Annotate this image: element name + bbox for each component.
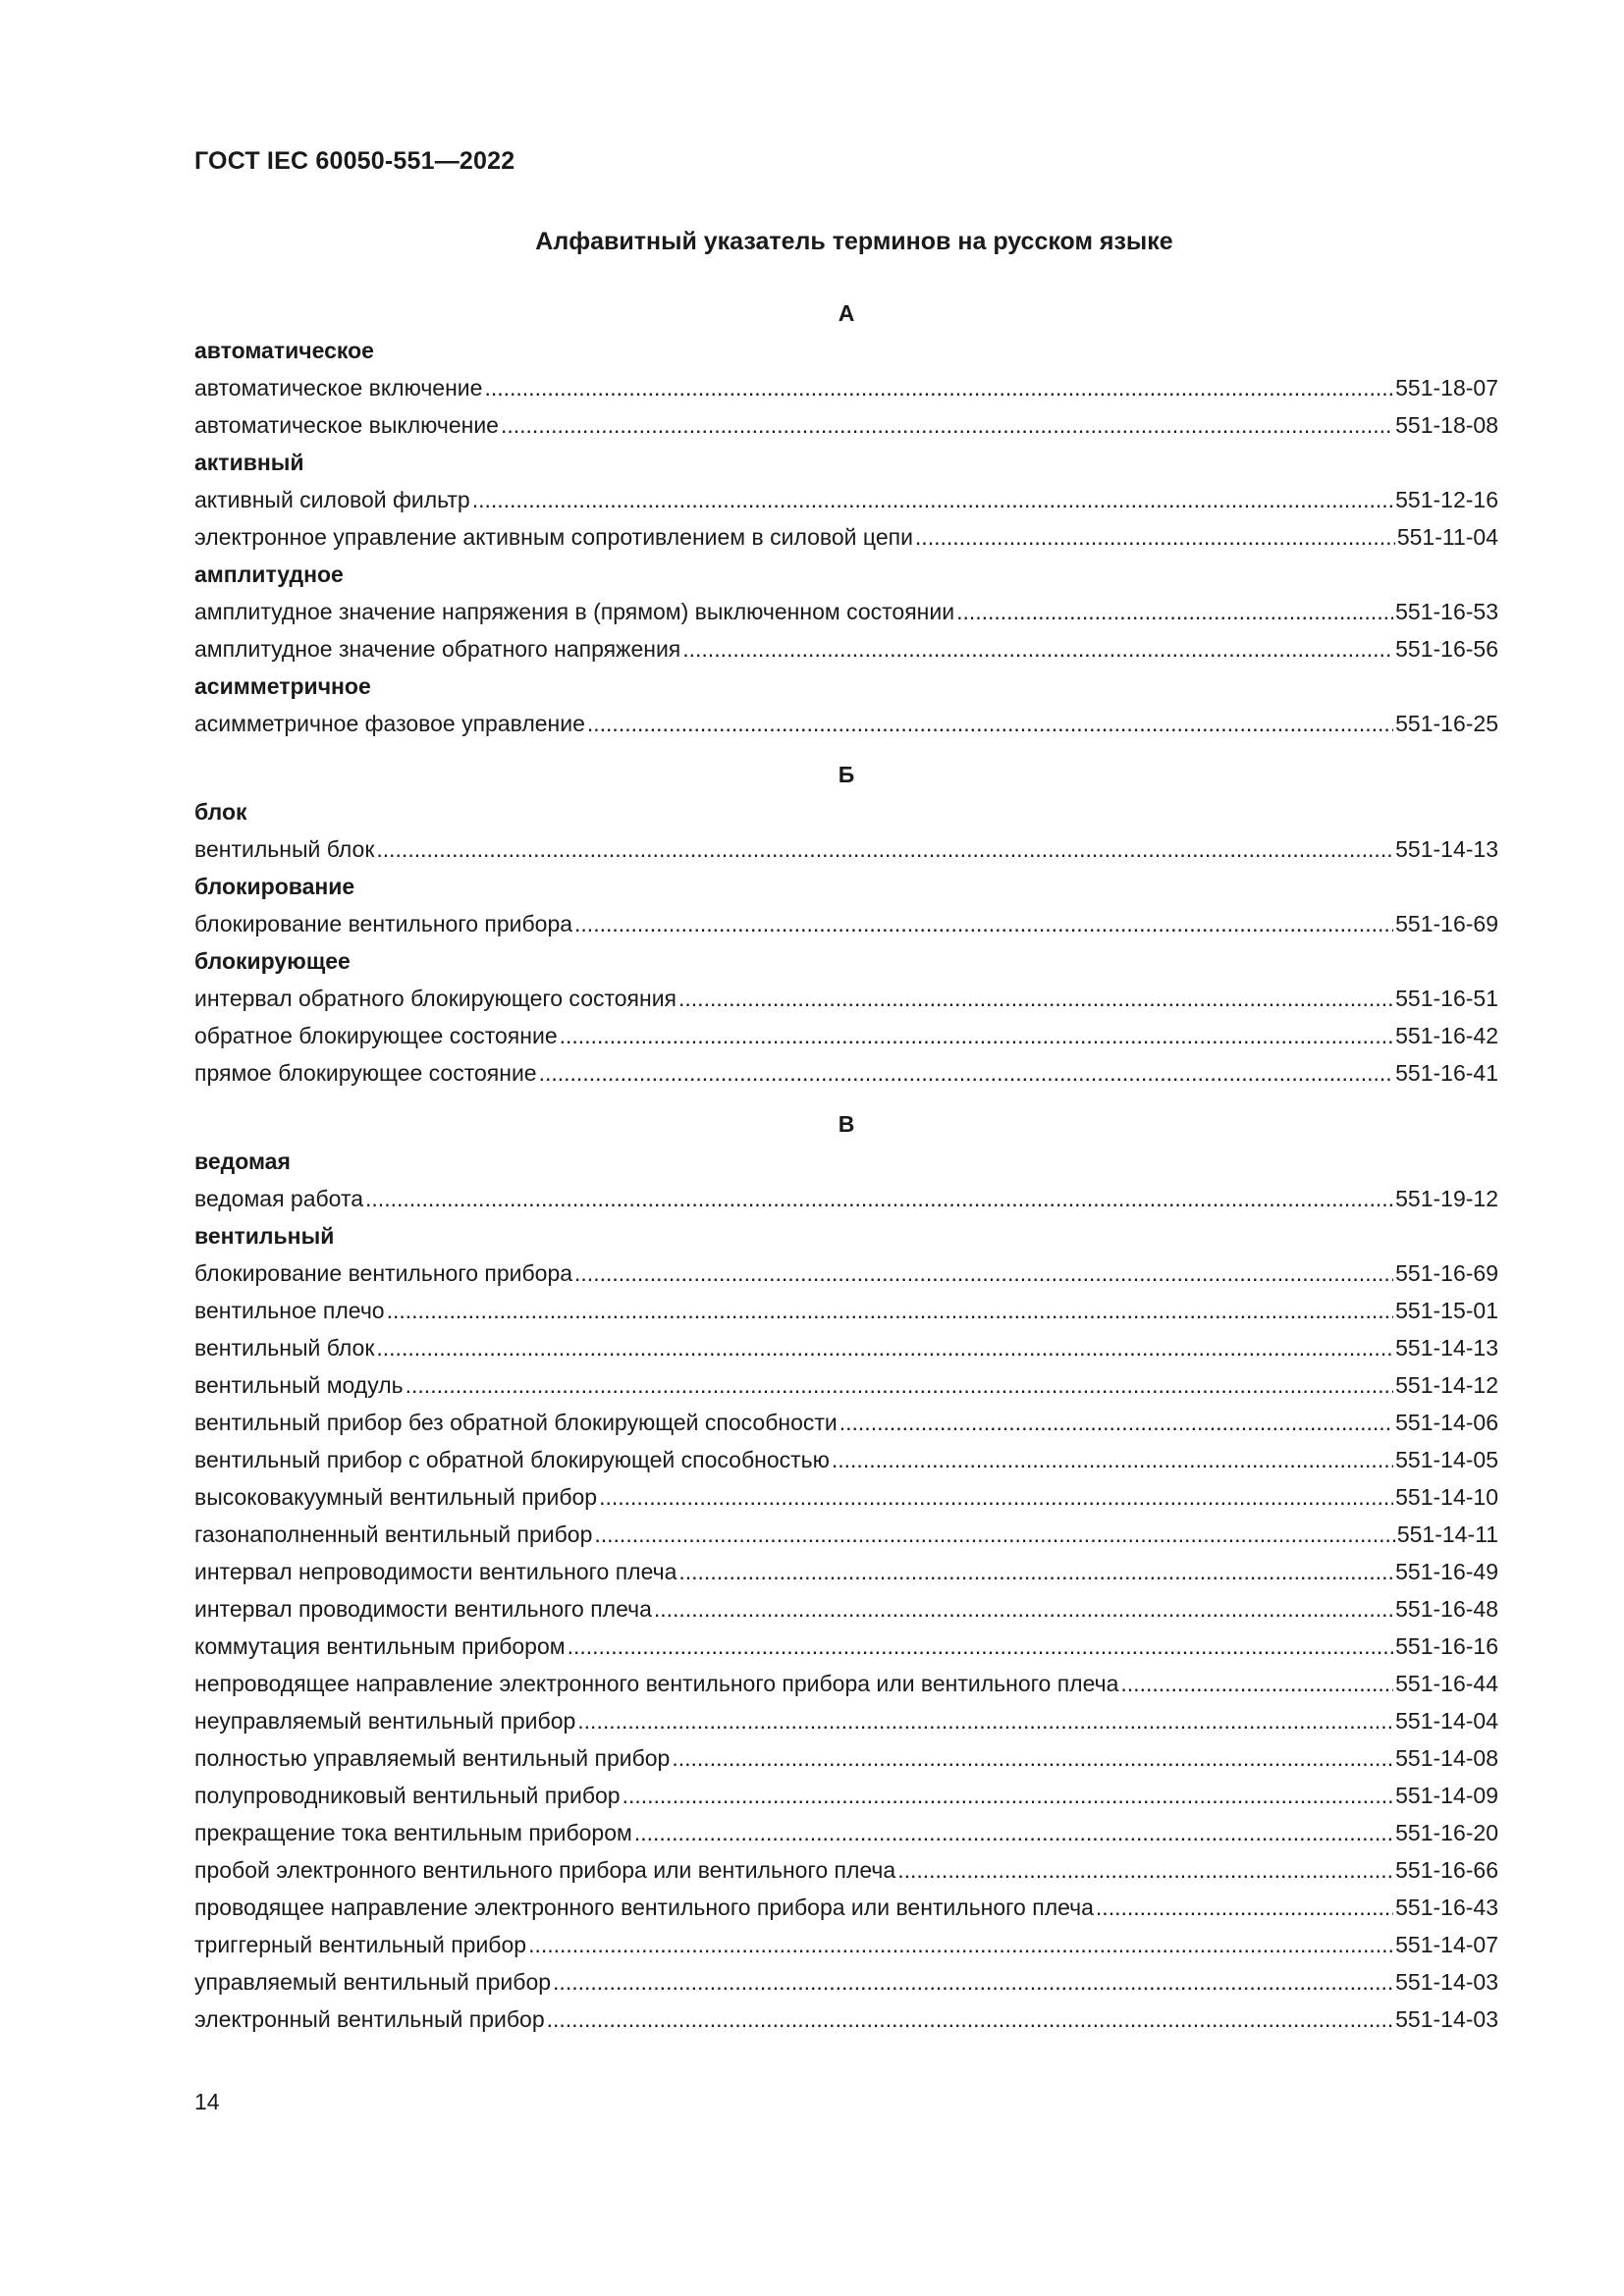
entry-term: прямое блокирующее состояние bbox=[194, 1060, 537, 1086]
index-entry bbox=[194, 905, 1498, 942]
entry-reference: 551-18-08 bbox=[1395, 412, 1498, 438]
entry-reference: 551-14-09 bbox=[1395, 1783, 1498, 1808]
entry-reference: 551-19-12 bbox=[1395, 1186, 1498, 1211]
dot-leader bbox=[832, 1441, 1393, 1478]
entry-term: пробой электронного вентильного прибора или вентильного плеча bbox=[194, 1857, 896, 1883]
entry-reference: 551-16-43 bbox=[1395, 1895, 1498, 1920]
entry-reference: 551-14-13 bbox=[1395, 1335, 1498, 1361]
index-entry bbox=[194, 1441, 1498, 1478]
index-entry bbox=[194, 630, 1498, 667]
entry-reference: 551-16-56 bbox=[1395, 636, 1498, 662]
dot-leader bbox=[956, 593, 1393, 630]
entry-term: непроводящее направление электронного вентильного прибора или вентильного плеча bbox=[194, 1671, 1119, 1696]
index-entry bbox=[194, 1329, 1498, 1366]
index-entry bbox=[194, 1180, 1498, 1217]
group-heading: блок bbox=[194, 799, 247, 825]
dot-leader bbox=[672, 1739, 1393, 1777]
entry-reference: 551-18-07 bbox=[1395, 375, 1498, 400]
dot-leader bbox=[599, 1478, 1393, 1516]
index-entry bbox=[194, 1478, 1498, 1516]
group-heading: амплитудное bbox=[194, 561, 344, 587]
entry-reference: 551-16-42 bbox=[1395, 1023, 1498, 1048]
index-entry bbox=[194, 1814, 1498, 1851]
entry-term: автоматическое выключение bbox=[194, 412, 499, 438]
dot-leader bbox=[634, 1814, 1393, 1851]
dot-leader bbox=[897, 1851, 1393, 1889]
entry-term: вентильный блок bbox=[194, 1335, 375, 1361]
dot-leader bbox=[678, 980, 1393, 1017]
index-entry bbox=[194, 406, 1498, 444]
entry-reference: 551-14-10 bbox=[1395, 1484, 1498, 1510]
entry-reference: 551-16-16 bbox=[1395, 1633, 1498, 1659]
index-entry bbox=[194, 1702, 1498, 1739]
dot-leader bbox=[376, 830, 1393, 868]
dot-leader bbox=[568, 1628, 1394, 1665]
entry-term: ведомая работа bbox=[194, 1186, 364, 1211]
entry-reference: 551-14-08 bbox=[1395, 1745, 1498, 1771]
entry-term: вентильный блок bbox=[194, 836, 375, 862]
index-entry bbox=[194, 481, 1498, 518]
dot-leader bbox=[1096, 1889, 1393, 1926]
entry-term: амплитудное значение напряжения в (прямом) выключенном состоянии bbox=[194, 599, 955, 624]
entry-term: высоковакуумный вентильный прибор bbox=[194, 1484, 598, 1510]
entry-term: автоматическое включение bbox=[194, 375, 483, 400]
entry-term: газонаполненный вентильный прибор bbox=[194, 1522, 593, 1547]
entry-reference: 551-14-12 bbox=[1395, 1372, 1498, 1398]
entry-term: вентильный прибор с обратной блокирующей способностью bbox=[194, 1447, 830, 1472]
entry-reference: 551-16-48 bbox=[1395, 1596, 1498, 1622]
index-entry bbox=[194, 1590, 1498, 1628]
entry-term: вентильный модуль bbox=[194, 1372, 404, 1398]
dot-leader bbox=[560, 1017, 1394, 1054]
index-entry bbox=[194, 1054, 1498, 1092]
dot-leader bbox=[406, 1366, 1394, 1404]
entry-reference: 551-16-25 bbox=[1395, 711, 1498, 736]
entry-term: вентильный прибор без обратной блокирующей способности bbox=[194, 1410, 838, 1435]
entry-term: асимметричное фазовое управление bbox=[194, 711, 585, 736]
index-entry bbox=[194, 1628, 1498, 1665]
dot-leader bbox=[915, 518, 1395, 556]
dot-leader bbox=[587, 705, 1393, 742]
entry-reference: 551-16-53 bbox=[1395, 599, 1498, 624]
section-letter: В bbox=[838, 1111, 855, 1137]
index-entry bbox=[194, 980, 1498, 1017]
entry-reference: 551-16-49 bbox=[1395, 1559, 1498, 1584]
entry-term: интервал проводимости вентильного плеча bbox=[194, 1596, 652, 1622]
index-entry bbox=[194, 1366, 1498, 1404]
dot-leader bbox=[623, 1777, 1394, 1814]
dot-leader bbox=[472, 481, 1393, 518]
section-letter: А bbox=[838, 300, 855, 326]
entry-term: электронный вентильный прибор bbox=[194, 2006, 545, 2032]
dot-leader bbox=[539, 1054, 1394, 1092]
dot-leader bbox=[501, 406, 1393, 444]
group-heading: асимметричное bbox=[194, 673, 371, 699]
entry-reference: 551-14-06 bbox=[1395, 1410, 1498, 1435]
dot-leader bbox=[574, 905, 1393, 942]
entry-term: блокирование вентильного прибора bbox=[194, 1260, 573, 1286]
entry-term: прекращение тока вентильным прибором bbox=[194, 1820, 632, 1845]
dot-leader bbox=[594, 1516, 1394, 1553]
index-entry bbox=[194, 1851, 1498, 1889]
dot-leader bbox=[547, 2001, 1394, 2038]
entry-reference: 551-16-69 bbox=[1395, 1260, 1498, 1286]
index-entry bbox=[194, 1553, 1498, 1590]
index-entry bbox=[194, 1926, 1498, 1963]
group-heading: ведомая bbox=[194, 1148, 291, 1174]
index-entry bbox=[194, 705, 1498, 742]
section-letter: Б bbox=[838, 762, 855, 787]
group-heading: вентильный bbox=[194, 1223, 335, 1249]
entry-reference: 551-14-03 bbox=[1395, 1969, 1498, 1995]
index-entry bbox=[194, 2001, 1498, 2038]
group-heading: блокирование bbox=[194, 874, 355, 899]
index-entry bbox=[194, 369, 1498, 406]
entry-reference: 551-14-03 bbox=[1395, 2006, 1498, 2032]
index-entry bbox=[194, 1777, 1498, 1814]
index-entry bbox=[194, 1292, 1498, 1329]
group-heading: блокирующее bbox=[194, 948, 351, 974]
index-entry bbox=[194, 518, 1498, 556]
dot-leader bbox=[484, 369, 1393, 406]
dot-leader bbox=[577, 1702, 1393, 1739]
index-entry bbox=[194, 1404, 1498, 1441]
entry-reference: 551-15-01 bbox=[1395, 1298, 1498, 1323]
index-entry bbox=[194, 1739, 1498, 1777]
entry-reference: 551-14-11 bbox=[1396, 1522, 1498, 1547]
entry-term: интервал непроводимости вентильного плеча bbox=[194, 1559, 677, 1584]
page-number: 14 bbox=[194, 2089, 220, 2114]
dot-leader bbox=[553, 1963, 1393, 2001]
group-heading: автоматическое bbox=[194, 338, 374, 363]
entry-reference: 551-12-16 bbox=[1395, 487, 1498, 512]
entry-reference: 551-16-20 bbox=[1395, 1820, 1498, 1845]
index-entry bbox=[194, 1017, 1498, 1054]
entry-term: полупроводниковый вентильный прибор bbox=[194, 1783, 621, 1808]
entry-reference: 551-16-66 bbox=[1395, 1857, 1498, 1883]
dot-leader bbox=[1120, 1665, 1393, 1702]
entry-term: неуправляемый вентильный прибор bbox=[194, 1708, 576, 1734]
index-entry bbox=[194, 1963, 1498, 2001]
entry-term: активный силовой фильтр bbox=[194, 487, 470, 512]
index-entry bbox=[194, 830, 1498, 868]
dot-leader bbox=[574, 1255, 1393, 1292]
entry-term: управляемый вентильный прибор bbox=[194, 1969, 552, 1995]
entry-reference: 551-11-04 bbox=[1396, 524, 1498, 550]
dot-leader bbox=[365, 1180, 1393, 1217]
entry-term: проводящее направление электронного вентильного прибора или вентильного плеча bbox=[194, 1895, 1094, 1920]
entry-term: вентильное плечо bbox=[194, 1298, 385, 1323]
entry-term: обратное блокирующее состояние bbox=[194, 1023, 558, 1048]
dot-leader bbox=[654, 1590, 1393, 1628]
dot-leader bbox=[528, 1926, 1393, 1963]
group-heading: активный bbox=[194, 450, 304, 475]
dot-leader bbox=[839, 1404, 1393, 1441]
index-entry bbox=[194, 1255, 1498, 1292]
entry-term: полностью управляемый вентильный прибор bbox=[194, 1745, 671, 1771]
entry-reference: 551-14-07 bbox=[1395, 1932, 1498, 1957]
entry-term: амплитудное значение обратного напряжения bbox=[194, 636, 681, 662]
entry-reference: 551-16-41 bbox=[1395, 1060, 1498, 1086]
index-entry bbox=[194, 593, 1498, 630]
dot-leader bbox=[682, 630, 1393, 667]
entry-reference: 551-14-05 bbox=[1395, 1447, 1498, 1472]
index-entry bbox=[194, 1516, 1498, 1553]
index-entry bbox=[194, 1665, 1498, 1702]
entry-term: электронное управление активным сопротивлением в силовой цепи bbox=[194, 524, 913, 550]
term-index bbox=[194, 294, 1498, 2038]
dot-leader bbox=[387, 1292, 1394, 1329]
dot-leader bbox=[376, 1329, 1393, 1366]
entry-term: триггерный вентильный прибор bbox=[194, 1932, 527, 1957]
entry-reference: 551-14-13 bbox=[1395, 836, 1498, 862]
entry-term: блокирование вентильного прибора bbox=[194, 911, 573, 936]
dot-leader bbox=[678, 1553, 1393, 1590]
index-title: Алфавитный указатель терминов на русском языке bbox=[535, 228, 1173, 255]
entry-reference: 551-16-69 bbox=[1395, 911, 1498, 936]
entry-reference: 551-16-44 bbox=[1395, 1671, 1498, 1696]
entry-reference: 551-16-51 bbox=[1395, 986, 1498, 1011]
entry-reference: 551-14-04 bbox=[1395, 1708, 1498, 1734]
index-entry bbox=[194, 1889, 1498, 1926]
document-id: ГОСТ IEC 60050-551—2022 bbox=[194, 147, 515, 175]
entry-term: коммутация вентильным прибором bbox=[194, 1633, 566, 1659]
entry-term: интервал обратного блокирующего состояния bbox=[194, 986, 677, 1011]
